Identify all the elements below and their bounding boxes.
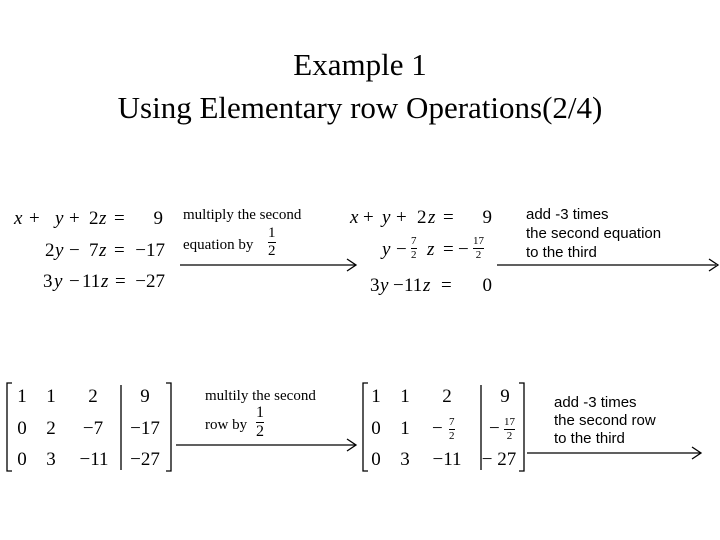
matrix-cell: 2 [46,418,56,439]
note-line: multiply the second [183,207,302,223]
fraction-numerator: 1 [256,404,264,421]
rhs-value: 0 [482,275,492,296]
slide-subtitle: Using Elementary row Operations(2/4) [117,90,603,125]
matrix-cell: 2 [442,386,452,407]
left-bracket-icon [7,383,12,471]
matrix-cell: 3 [46,449,56,470]
coef-7: 7 [89,240,99,261]
matrix-cell: 1 [400,386,410,407]
fraction-numerator: 17 [473,235,484,247]
fraction-denominator: 2 [449,430,455,442]
coef-2: 2 [417,207,427,228]
matrix-cell: 0 [371,449,381,470]
var-y: y [382,239,391,260]
var-y: y [382,207,391,228]
fraction-numerator: 17 [504,416,515,428]
var-z: z [427,239,435,260]
coef-3: 3 [370,275,380,296]
note-line: row by [205,417,248,433]
matrix-cell: 1 [46,386,56,407]
fraction-denominator: 2 [411,249,417,261]
fraction-numerator: 1 [268,225,276,241]
plus-sign: + [69,208,80,229]
equals-sign: = [115,271,126,292]
var-y: y [54,271,63,292]
var-z: z [99,240,107,261]
matrix-cell: 9 [140,386,150,407]
matrix-cell: 9 [500,386,510,407]
coef-2: 2 [45,240,55,261]
matrix-cell: 0 [17,449,27,470]
minus-sign: − [489,418,500,439]
minus-sign: − [69,271,80,292]
var-y: y [380,275,389,296]
note-line: the second row [554,412,656,429]
coef-3: 3 [43,271,53,292]
equals-sign: = [114,240,125,261]
var-z: z [99,208,107,229]
rhs-value: −17 [135,240,165,261]
note-line: multily the second [205,388,316,404]
fraction-denominator: 2 [475,249,482,261]
var-x: x [350,207,359,228]
fraction-denominator: 2 [256,423,264,440]
fraction-denominator: 2 [268,243,276,259]
slide-title: Example 1 [293,47,427,82]
note-line: to the third [554,430,625,447]
matrix-cell: 1 [17,386,27,407]
matrix-cell: 3 [400,449,410,470]
fraction-numerator: 7 [449,416,455,428]
note-line: to the third [526,244,597,261]
plus-sign: + [363,207,374,228]
left-bracket-icon [363,383,368,471]
fraction-denominator: 2 [506,430,513,442]
minus-sign: − [432,418,443,439]
right-bracket-icon [519,383,524,471]
note-line: add -3 times [554,394,637,411]
equals-sign: = [114,208,125,229]
equals-sign: = [441,275,452,296]
matrix-cell: 2 [88,386,98,407]
matrix-cell: −11 [79,449,109,470]
matrix-cell: 0 [17,418,27,439]
rhs-value: 9 [153,208,163,229]
coef-11: 11 [404,275,423,296]
var-z: z [428,207,436,228]
rhs-value: 9 [482,207,492,228]
matrix-cell: 1 [371,386,381,407]
fraction-numerator: 7 [411,235,417,247]
note-line: add -3 times [526,206,609,223]
matrix-cell: −17 [130,418,160,439]
matrix-cell: −11 [432,449,462,470]
equals-sign: = [443,207,454,228]
plus-sign: + [29,208,40,229]
var-z: z [423,275,431,296]
coef-11: 11 [82,271,101,292]
coef-2: 2 [89,208,99,229]
matrix-cell: − 27 [481,449,517,470]
minus-sign: − [396,239,407,260]
rhs-value: −27 [135,271,165,292]
matrix-cell: 0 [371,418,381,439]
plus-sign: + [396,207,407,228]
minus-sign: − [393,275,404,296]
minus-sign: − [458,239,469,260]
var-x: x [14,208,23,229]
matrix-cell: 1 [400,418,410,439]
note-line: the second equation [526,225,662,242]
matrix-cell: −7 [82,418,104,439]
minus-sign: − [69,240,80,261]
right-bracket-icon [166,383,171,471]
equals-sign: = [443,239,454,260]
var-z: z [101,271,109,292]
var-y: y [55,240,64,261]
note-line: equation by [183,237,254,253]
matrix-cell: −27 [130,449,160,470]
var-y: y [55,208,64,229]
